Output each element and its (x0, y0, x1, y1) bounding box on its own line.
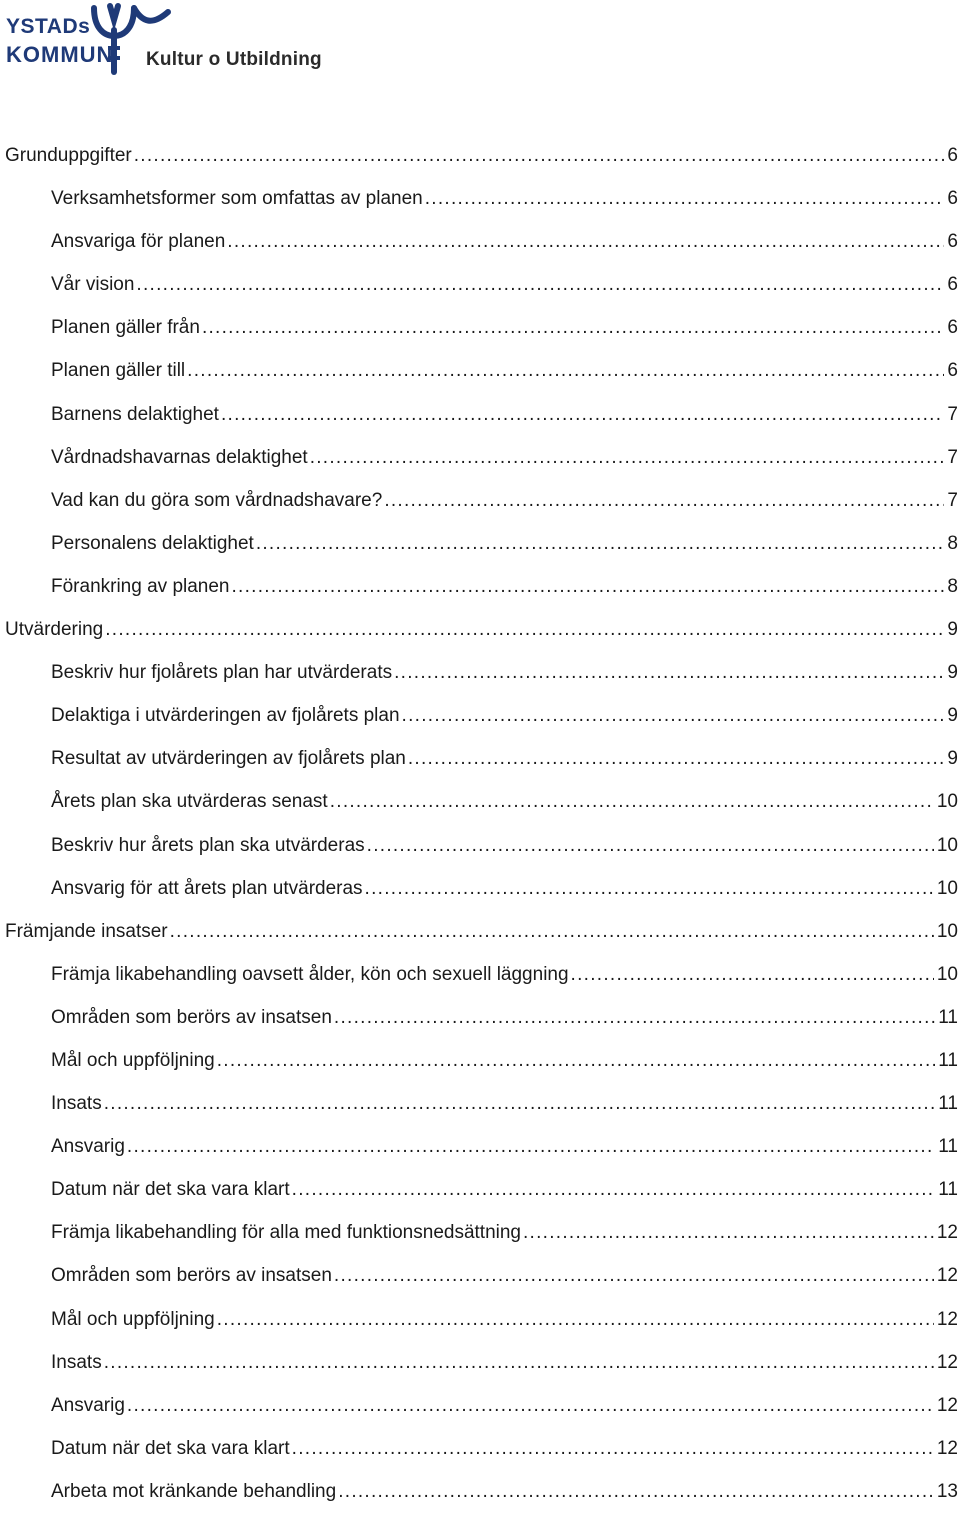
toc-entry[interactable] (0, 608, 960, 651)
toc-entry-page-number: 6 (947, 317, 958, 339)
toc-dot-leader (310, 436, 945, 479)
toc-entry-title: Ansvariga för planen (51, 231, 226, 253)
toc-entry-title: Barnens delaktighet (51, 403, 219, 425)
toc-dot-leader (367, 824, 934, 867)
toc-entry-page-number: 6 (947, 360, 958, 382)
toc-entry-page-number: 12 (936, 1394, 958, 1416)
toc-entry-title: Främja likabehandling oavsett ålder, kön och sexuell läggning (51, 963, 569, 985)
toc-dot-leader (292, 1168, 936, 1211)
toc-entry[interactable] (0, 910, 960, 953)
toc-entry-title: Förankring av planen (51, 575, 230, 597)
toc-entry-title: Vad kan du göra som vårdnadshavare? (51, 489, 383, 511)
toc-dot-leader (136, 263, 944, 306)
toc-entry-title: Vårdnadshavarnas delaktighet (51, 446, 308, 468)
toc-entry-title: Verksamhetsformer som omfattas av planen (51, 188, 423, 210)
toc-entry-page-number: 10 (936, 920, 958, 942)
toc-entry-page-number: 7 (947, 489, 958, 511)
toc-entry-title: Resultat av utvärderingen av fjolårets plan (51, 748, 406, 770)
toc-dot-leader (330, 780, 934, 823)
header-logo (2, 2, 332, 76)
toc-entry[interactable] (0, 824, 960, 867)
toc-dot-leader (134, 134, 945, 177)
toc-entry-page-number: 11 (938, 1136, 958, 1158)
toc-entry-title: Ansvarig för att årets plan utvärderas (51, 877, 363, 899)
toc-entry-title: Planen gäller från (51, 317, 200, 339)
toc-entry-page-number: 12 (936, 1265, 958, 1287)
toc-entry[interactable] (0, 263, 960, 306)
toc-entry-page-number: 6 (947, 145, 958, 166)
table-of-contents (0, 134, 960, 1513)
toc-dot-leader (256, 522, 945, 565)
toc-entry-title: Datum när det ska vara klart (51, 1179, 290, 1201)
toc-entry-title: Årets plan ska utvärderas senast (51, 791, 328, 813)
toc-entry-title: Grunduppgifter (5, 145, 132, 166)
toc-entry-title: Delaktiga i utvärderingen av fjolårets plan (51, 705, 400, 727)
toc-entry[interactable] (0, 780, 960, 823)
toc-entry[interactable] (0, 996, 960, 1039)
toc-entry-title: Utvärdering (5, 619, 104, 641)
toc-entry[interactable] (0, 177, 960, 220)
toc-entry-title: Beskriv hur fjolårets plan har utvärderats (51, 662, 393, 684)
toc-entry-page-number: 12 (936, 1437, 958, 1459)
toc-entry[interactable] (0, 220, 960, 263)
toc-entry-page-number: 6 (947, 274, 958, 296)
toc-entry-title: Insats (51, 1093, 102, 1115)
toc-dot-leader (127, 1125, 935, 1168)
toc-entry[interactable] (0, 134, 960, 177)
toc-dot-leader (523, 1211, 934, 1254)
toc-entry-page-number: 9 (947, 619, 958, 641)
toc-entry-title: Vår vision (51, 274, 135, 296)
toc-entry-title: Beskriv hur årets plan ska utvärderas (51, 834, 365, 856)
toc-dot-leader (571, 953, 934, 996)
toc-entry-page-number: 13 (936, 1480, 958, 1502)
toc-entry-title: Ansvarig (51, 1394, 125, 1416)
toc-entry[interactable] (0, 651, 960, 694)
toc-entry[interactable] (0, 349, 960, 392)
toc-dot-leader (408, 737, 945, 780)
toc-entry-page-number: 8 (947, 532, 958, 554)
toc-dot-leader (127, 1384, 934, 1427)
toc-dot-leader (292, 1427, 934, 1470)
toc-dot-leader (425, 177, 945, 220)
toc-entry-title: Mål och uppföljning (51, 1049, 215, 1071)
toc-entry-page-number: 10 (936, 877, 958, 899)
toc-entry[interactable] (0, 306, 960, 349)
toc-entry-title: Främja likabehandling för alla med funktionsnedsättning (51, 1222, 521, 1244)
toc-entry-page-number: 11 (938, 1093, 958, 1115)
toc-entry[interactable] (0, 1211, 960, 1254)
toc-entry-page-number: 11 (938, 1179, 958, 1201)
toc-entry[interactable] (0, 1039, 960, 1082)
toc-entry[interactable] (0, 393, 960, 436)
toc-dot-leader (202, 306, 944, 349)
toc-entry-title: Ansvarig (51, 1136, 125, 1158)
toc-dot-leader (105, 608, 944, 651)
toc-entry-page-number: 10 (936, 791, 958, 813)
toc-entry-title: Planen gäller till (51, 360, 186, 382)
toc-entry[interactable] (0, 1168, 960, 1211)
toc-entry[interactable] (0, 565, 960, 608)
toc-entry-title: Områden som berörs av insatsen (51, 1006, 332, 1028)
toc-entry-title: Mål och uppföljning (51, 1308, 215, 1330)
toc-entry[interactable] (0, 737, 960, 780)
toc-entry-page-number: 10 (936, 834, 958, 856)
toc-entry-title: Områden som berörs av insatsen (51, 1265, 332, 1287)
toc-entry-title: Personalens delaktighet (51, 532, 254, 554)
toc-entry-page-number: 9 (947, 748, 958, 770)
toc-dot-leader (394, 651, 944, 694)
toc-entry-title: Främjande insatser (5, 920, 168, 942)
toc-entry[interactable] (0, 867, 960, 910)
toc-entry-page-number: 11 (938, 1006, 958, 1028)
toc-entry[interactable] (0, 694, 960, 737)
toc-dot-leader (187, 349, 944, 392)
toc-dot-leader (104, 1341, 934, 1384)
toc-entry[interactable] (0, 1427, 960, 1470)
toc-entry-page-number: 12 (936, 1222, 958, 1244)
toc-entry-page-number: 7 (947, 446, 958, 468)
toc-entry[interactable] (0, 1298, 960, 1341)
toc-dot-leader (217, 1298, 934, 1341)
toc-dot-leader (334, 996, 935, 1039)
toc-dot-leader (232, 565, 945, 608)
toc-entry[interactable] (0, 1384, 960, 1427)
toc-entry-title: Arbeta mot kränkande behandling (51, 1480, 337, 1502)
toc-entry-title: Insats (51, 1351, 102, 1373)
toc-entry[interactable] (0, 1125, 960, 1168)
logo-line-ystads: YSTADs (6, 15, 91, 38)
toc-dot-leader (402, 694, 945, 737)
toc-dot-leader (104, 1082, 936, 1125)
logo-line-kommun: KOMMUN (6, 42, 114, 67)
toc-entry-page-number: 12 (936, 1308, 958, 1330)
toc-entry-page-number: 6 (947, 188, 958, 210)
toc-dot-leader (217, 1039, 936, 1082)
toc-dot-leader (221, 393, 944, 436)
toc-entry[interactable] (0, 1341, 960, 1384)
toc-entry-title: Datum när det ska vara klart (51, 1437, 290, 1459)
toc-entry-page-number: 9 (947, 705, 958, 727)
logo-tagline: Kultur o Utbildning (146, 49, 322, 70)
toc-entry-page-number: 9 (947, 662, 958, 684)
toc-entry-page-number: 6 (947, 231, 958, 253)
toc-entry[interactable] (0, 436, 960, 479)
toc-entry-page-number: 7 (947, 403, 958, 425)
toc-dot-leader (227, 220, 944, 263)
toc-entry[interactable] (0, 479, 960, 522)
toc-entry-page-number: 12 (936, 1351, 958, 1373)
toc-dot-leader (384, 479, 944, 522)
toc-entry[interactable] (0, 522, 960, 565)
toc-dot-leader (170, 910, 934, 953)
toc-entry-page-number: 10 (936, 963, 958, 985)
toc-dot-leader (365, 867, 934, 910)
toc-entry-page-number: 8 (947, 575, 958, 597)
toc-entry-page-number: 11 (938, 1049, 958, 1071)
toc-entry[interactable] (0, 953, 960, 996)
toc-entry[interactable] (0, 1082, 960, 1125)
toc-entry[interactable] (0, 1254, 960, 1297)
toc-dot-leader (334, 1254, 934, 1297)
